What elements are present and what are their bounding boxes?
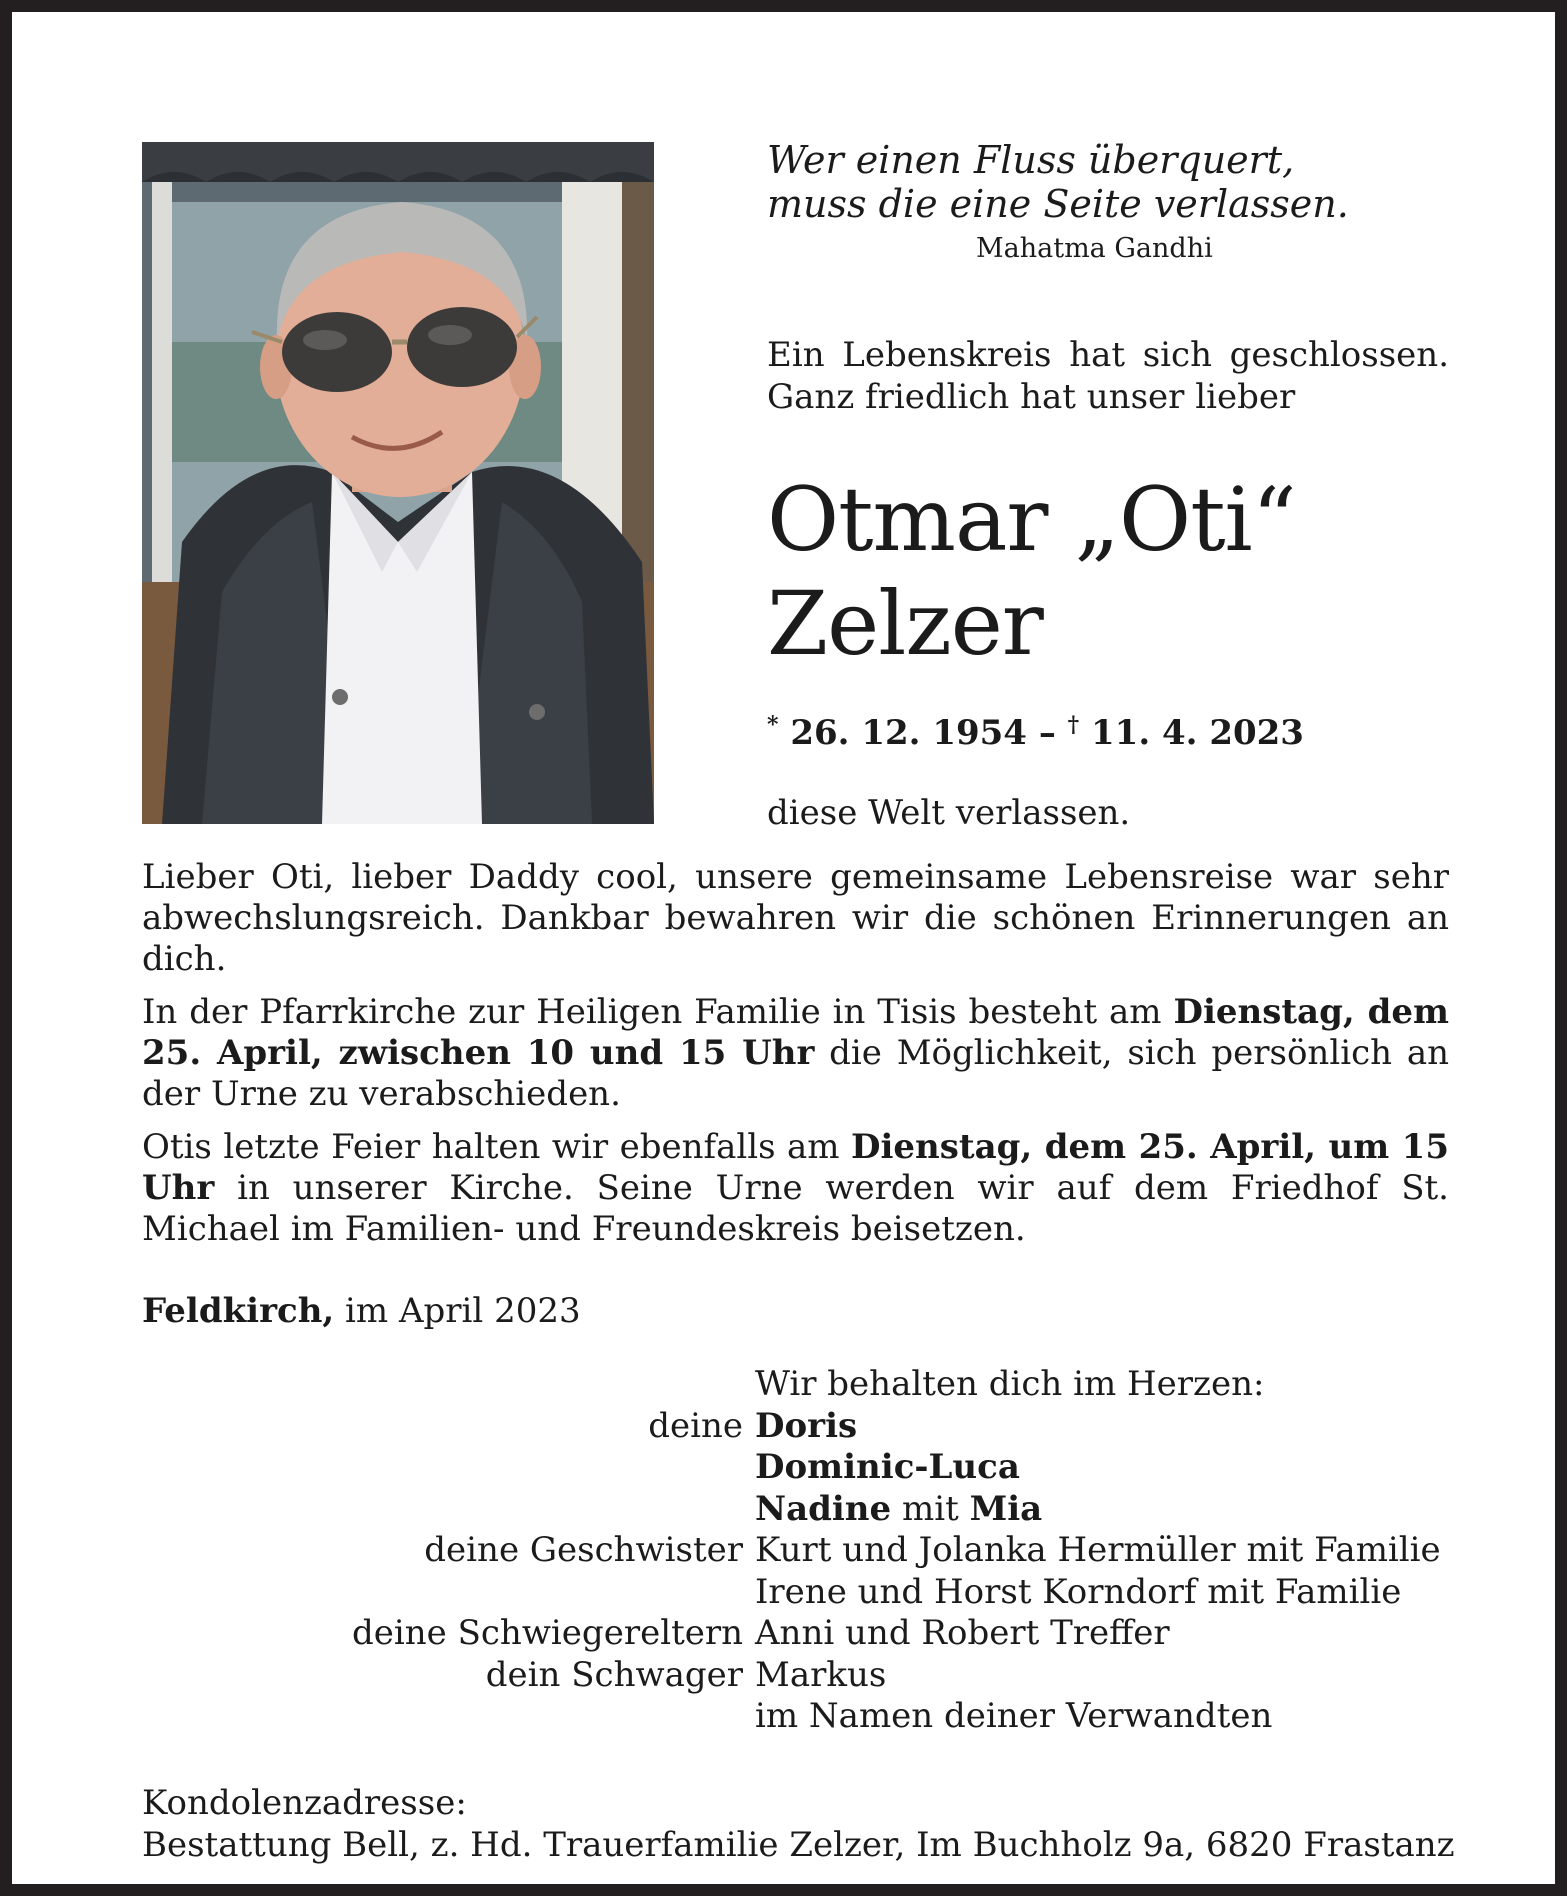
- quote-line-1: Wer einen Fluss überquert,: [767, 138, 1295, 182]
- paragraph-2-text-b: die Möglichkeit, sich persönlich an der Urne zu verabschieden.: [142, 1033, 1449, 1114]
- condolence-label: Kondolenzadresse:: [142, 1783, 467, 1823]
- name-line-2: Zelzer: [767, 572, 1043, 675]
- life-dates: [767, 704, 1304, 754]
- mourner-name: Nadine: [755, 1488, 892, 1529]
- mourners-heading-row: [142, 1364, 1462, 1406]
- paragraph-1: Lieber Oti, lieber Daddy cool, unsere gemeinsame Lebensreise war sehr abwechslungsreich. Dankbar bewahren wir die schönen Erinnerungen an dich.: [142, 857, 1449, 979]
- mourner-row: [142, 1406, 1462, 1448]
- left-world-text: diese Welt verlassen.: [767, 793, 1131, 833]
- place-city: Feldkirch,: [142, 1291, 335, 1331]
- mourner-relation: [142, 1572, 755, 1614]
- mourner-row: [142, 1530, 1462, 1572]
- mourner-row: [142, 1696, 1462, 1738]
- paragraph-3-text-a: Otis letzte Feier halten wir ebenfalls am: [142, 1127, 851, 1167]
- paragraph-3-text-b: in unserer Kirche. Seine Urne werden wir auf dem Friedhof St. Michael im Familien- und Freundeskreis beisetzen.: [142, 1168, 1449, 1249]
- paragraph-2-text-a: In der Pfarrkirche zur Heiligen Familie in Tisis besteht am: [142, 992, 1174, 1032]
- mourner-name: Irene und Horst Korndorf mit Familie: [755, 1571, 1402, 1612]
- mourner-row: [142, 1613, 1462, 1655]
- birth-symbol: *: [767, 712, 779, 738]
- intro-line-2: Ganz friedlich hat unser lieber: [767, 377, 1296, 417]
- quote-author: Mahatma Gandhi: [976, 233, 1213, 264]
- portrait-illustration: [142, 142, 654, 824]
- mourner-row: [142, 1489, 1462, 1531]
- mourner-name: Doris: [755, 1405, 858, 1446]
- mourner-relation: [142, 1696, 755, 1738]
- paragraph-2-bold: Dienstag, dem 25. April, zwischen 10 und 15 Uhr: [142, 992, 1449, 1073]
- intro-line-1: Ein Lebenskreis hat sich geschlossen.: [767, 335, 1449, 375]
- mourner-row: [142, 1447, 1462, 1489]
- condolence-address: [142, 1782, 1455, 1866]
- quote-line-2: muss die eine Seite verlassen.: [767, 182, 1349, 226]
- mourner-relation: [142, 1489, 755, 1531]
- mourner-relation: deine Schwiegereltern: [352, 1613, 743, 1653]
- body-text: [142, 857, 1449, 1262]
- mourner-name: Markus: [755, 1654, 887, 1695]
- mourner-row: [142, 1655, 1462, 1697]
- death-date: 11. 4. 2023: [1091, 713, 1304, 753]
- mourner-relation: dein Schwager: [485, 1654, 743, 1695]
- condolence-address-line: Bestattung Bell, z. Hd. Trauerfamilie Zelzer, Im Buchholz 9a, 6820 Frastanz: [142, 1825, 1455, 1865]
- paragraph-3: [142, 1127, 1449, 1250]
- mourner-relation: [142, 1447, 755, 1489]
- place-month: im April 2023: [334, 1291, 581, 1331]
- mourner-relation: deine Geschwister: [424, 1530, 743, 1570]
- mourner-row: [142, 1572, 1462, 1614]
- mourners-list: [142, 1364, 1462, 1738]
- mourner-name: im Namen deiner Verwandten: [755, 1696, 1273, 1736]
- mourner-name: Kurt und Jolanka Hermüller mit Familie: [755, 1530, 1441, 1570]
- deceased-name: [767, 468, 1296, 676]
- birth-date: 26. 12. 1954: [790, 713, 1027, 753]
- paragraph-2: [142, 992, 1449, 1115]
- place-date: [142, 1290, 581, 1332]
- mourner-relation: deine: [648, 1405, 743, 1446]
- mourner-connector: mit: [891, 1488, 970, 1529]
- name-line-1: Otmar „Oti“: [767, 468, 1296, 571]
- death-symbol: †: [1067, 712, 1080, 738]
- quote: [767, 138, 1349, 226]
- date-separator: –: [1038, 713, 1056, 753]
- portrait-photo: [142, 142, 654, 824]
- mourner-name: Anni und Robert Treffer: [755, 1613, 1170, 1653]
- mourner-name: Dominic-Luca: [755, 1447, 1020, 1487]
- paragraph-3-bold: Dienstag, dem 25. April, um 15 Uhr: [142, 1127, 1449, 1208]
- mourners-heading: Wir behalten dich im Herzen:: [755, 1364, 1265, 1404]
- intro-text: [767, 334, 1449, 418]
- mourner-name: Mia: [969, 1488, 1043, 1529]
